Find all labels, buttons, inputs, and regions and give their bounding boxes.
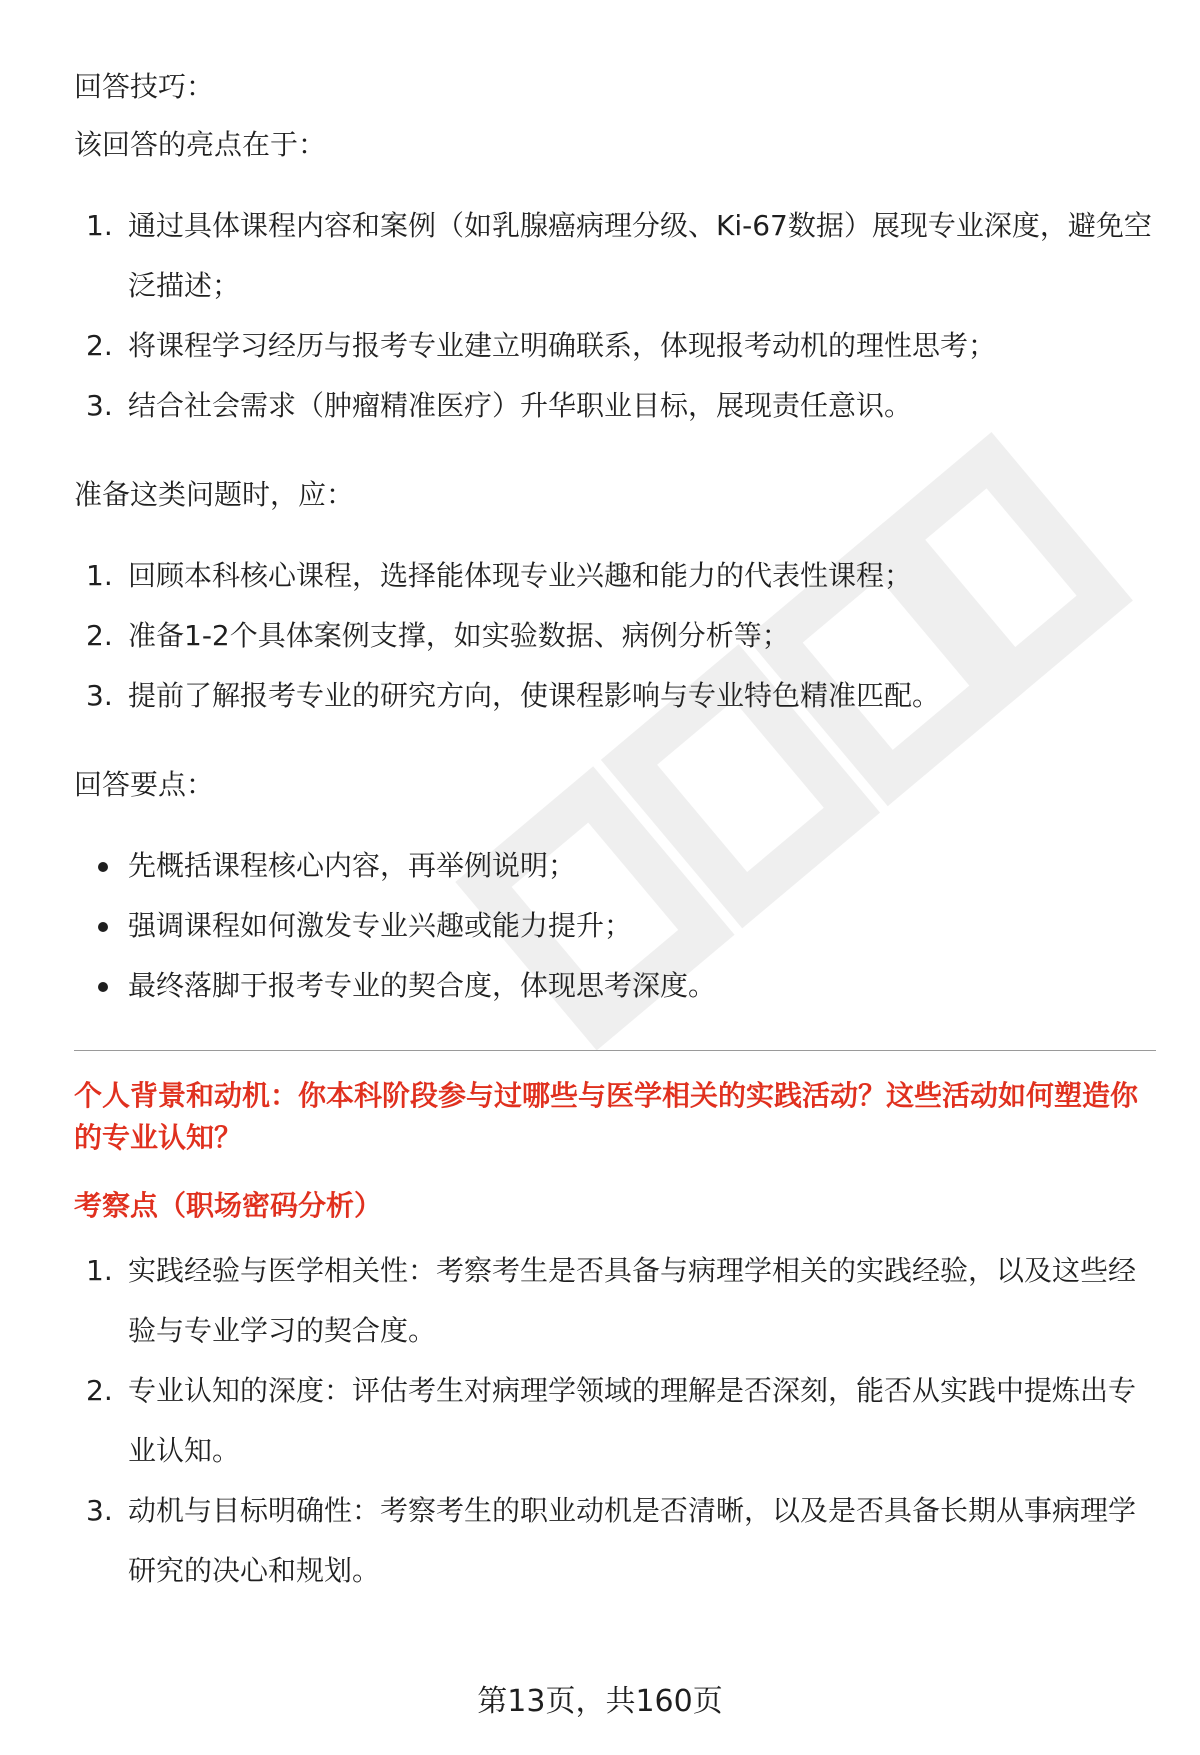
list-item: 1. 回顾本科核心课程，选择能体现专业兴趣和能力的代表性课程；	[86, 559, 913, 592]
question-title: 个人背景和动机：你本科阶段参与过哪些与医学相关的实践活动？这些活动如何塑造你的专业认知？	[74, 1079, 1139, 1154]
bullet-icon	[98, 862, 108, 872]
key-points-list	[74, 836, 1156, 1016]
bullet-icon	[98, 922, 108, 932]
list-item: 1. 通过具体课程内容和案例（如乳腺癌病理分级、Ki-67数据）展现专业深度，避免空泛描述；	[86, 209, 1152, 302]
list-item: 先概括课程核心内容，再举例说明；	[74, 836, 1156, 896]
list-item: 3. 动机与目标明确性：考察考生的职业动机是否清晰，以及是否具备长期从事病理学研究的决心和规划。	[86, 1494, 1137, 1587]
list-item: 2. 将课程学习经历与报考专业建立明确联系，体现报考动机的理性思考；	[86, 329, 997, 362]
prepare-intro: 准备这类问题时，应：	[74, 478, 355, 511]
list-item: 1. 实践经验与医学相关性：考察考生是否具备与病理学相关的实践经验，以及这些经验与专业学习的契合度。	[86, 1254, 1137, 1347]
list-item: 2. 专业认知的深度：评估考生对病理学领域的理解是否深刻，能否从实践中提炼出专业认知。	[86, 1374, 1137, 1467]
analysis-list	[74, 1241, 1156, 1601]
document-page	[74, 58, 1156, 1601]
highlights-list	[74, 196, 1156, 436]
analysis-heading: 考察点（职场密码分析）	[74, 1189, 383, 1222]
highlights-intro: 该回答的亮点在于：	[74, 128, 327, 161]
section-divider	[74, 1050, 1156, 1051]
list-item: 强调课程如何激发专业兴趣或能力提升；	[74, 896, 1156, 956]
list-item: 3. 提前了解报考专业的研究方向，使课程影响与专业特色精准匹配。	[86, 679, 941, 712]
key-points-intro: 回答要点：	[74, 768, 215, 801]
answer-tips-heading: 回答技巧：	[74, 70, 215, 103]
prepare-list	[74, 546, 1156, 726]
list-item: 最终落脚于报考专业的契合度，体现思考深度。	[74, 956, 1156, 1016]
bullet-icon	[98, 982, 108, 992]
page-number: 第13页，共160页	[477, 1684, 723, 1719]
list-item: 2. 准备1-2个具体案例支撑，如实验数据、病例分析等；	[86, 619, 790, 652]
list-item: 3. 结合社会需求（肿瘤精准医疗）升华职业目标，展现责任意识。	[86, 389, 913, 422]
